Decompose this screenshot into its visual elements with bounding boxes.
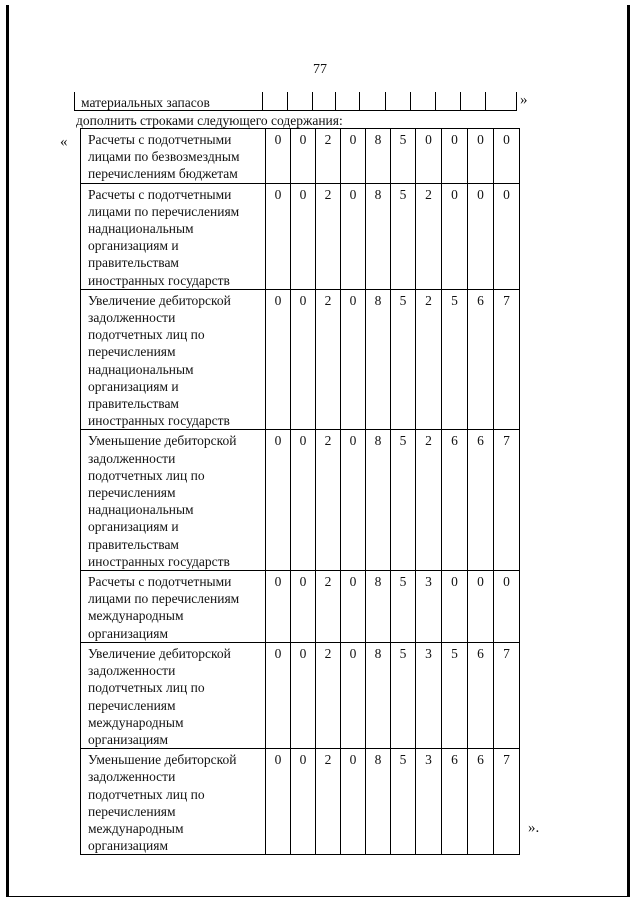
description-line: перечислениям xyxy=(88,344,176,360)
code-digit: 0 xyxy=(291,129,316,184)
code-digit: 0 xyxy=(266,642,291,748)
code-digit: 2 xyxy=(316,642,341,748)
code-digit: 6 xyxy=(468,430,494,571)
description-line: Уменьшение дебиторской xyxy=(88,752,237,768)
end-quote: ». xyxy=(528,820,540,836)
code-digit: 6 xyxy=(442,749,468,855)
description-line: правительствам xyxy=(88,396,179,412)
code-digit: 5 xyxy=(391,749,416,855)
code-digit: 2 xyxy=(316,749,341,855)
code-digit: 8 xyxy=(366,571,391,643)
code-digit: 2 xyxy=(316,571,341,643)
code-digit: 8 xyxy=(366,183,391,289)
description-line: организациям и xyxy=(88,238,179,254)
description-line: лицами по перечислениям xyxy=(88,591,240,607)
code-digit: 0 xyxy=(494,571,520,643)
code-digit: 0 xyxy=(442,129,468,184)
code-digit: 5 xyxy=(442,289,468,430)
code-digit: 0 xyxy=(468,571,494,643)
description-line: задолженности xyxy=(88,769,176,785)
code-digit: 0 xyxy=(341,571,366,643)
table-row xyxy=(81,289,520,430)
code-digit: 8 xyxy=(366,289,391,430)
code-digit: 0 xyxy=(468,183,494,289)
code-digit: 0 xyxy=(341,183,366,289)
code-digit: 5 xyxy=(391,183,416,289)
code-digit: 0 xyxy=(341,642,366,748)
code-digit: 8 xyxy=(366,749,391,855)
description-line: лицами по перечислениям xyxy=(88,203,240,219)
code-digit: 6 xyxy=(442,430,468,571)
code-digit: 0 xyxy=(291,571,316,643)
description-line: задолженности xyxy=(88,450,176,466)
table-row xyxy=(81,430,520,571)
row-description xyxy=(81,183,266,289)
code-digit: 2 xyxy=(416,183,442,289)
code-digit: 0 xyxy=(341,430,366,571)
continued-row-table xyxy=(74,92,517,111)
description-line: правительствам xyxy=(88,536,179,552)
description-line: международным xyxy=(88,820,184,836)
description-line: подотчетных лиц по xyxy=(88,327,205,343)
row-description xyxy=(81,430,266,571)
page-number: 77 xyxy=(313,62,327,77)
description-line: подотчетных лиц по xyxy=(88,680,205,696)
description-line: Расчеты с подотчетными xyxy=(88,574,232,590)
code-digit: 2 xyxy=(416,430,442,571)
description-line: организациям xyxy=(88,838,169,854)
closing-quote: » xyxy=(520,92,528,108)
code-digit: 5 xyxy=(391,571,416,643)
code-digit: 2 xyxy=(416,289,442,430)
description-line: наднациональным xyxy=(88,221,194,237)
code-digit: 3 xyxy=(416,749,442,855)
description-line: задолженности xyxy=(88,310,176,326)
description-line: правительствам xyxy=(88,255,179,271)
code-digit: 0 xyxy=(291,183,316,289)
description-line: Увеличение дебиторской xyxy=(88,292,231,308)
code-digit: 6 xyxy=(468,289,494,430)
code-digit: 8 xyxy=(366,642,391,748)
description-line: Уменьшение дебиторской xyxy=(88,433,237,449)
description-line: организациям и xyxy=(88,519,179,535)
row-description xyxy=(81,642,266,748)
code-digit: 0 xyxy=(341,749,366,855)
opening-quote: « xyxy=(60,134,68,150)
code-digit: 8 xyxy=(366,129,391,184)
code-digit: 0 xyxy=(266,430,291,571)
code-digit: 6 xyxy=(468,642,494,748)
code-digit: 5 xyxy=(391,289,416,430)
code-digit: 0 xyxy=(266,289,291,430)
code-digit: 7 xyxy=(494,642,520,748)
description-line: организациям и xyxy=(88,378,179,394)
code-digit: 0 xyxy=(291,289,316,430)
description-line: Увеличение дебиторской xyxy=(88,645,231,661)
code-digit: 0 xyxy=(341,289,366,430)
code-digit: 0 xyxy=(291,642,316,748)
description-line: перечислениям xyxy=(88,485,176,501)
continued-row-label: материальных запасов xyxy=(75,92,263,111)
code-digit: 5 xyxy=(391,430,416,571)
row-description xyxy=(81,749,266,855)
row-description xyxy=(81,571,266,643)
code-digit: 0 xyxy=(266,571,291,643)
code-digit: 2 xyxy=(316,430,341,571)
code-digit: 5 xyxy=(391,129,416,184)
code-digit: 0 xyxy=(442,183,468,289)
description-line: Расчеты с подотчетными xyxy=(88,132,232,147)
intro-text: дополнить строками следующего содержания: xyxy=(76,113,343,128)
code-digit: 7 xyxy=(494,430,520,571)
description-line: наднациональным xyxy=(88,361,194,377)
code-digit: 5 xyxy=(442,642,468,748)
description-line: лицами по безвозмездным xyxy=(88,149,240,165)
table-row xyxy=(81,749,520,855)
code-digit: 2 xyxy=(316,289,341,430)
table-row xyxy=(81,183,520,289)
description-line: перечислениям xyxy=(88,697,176,713)
code-digit: 0 xyxy=(266,749,291,855)
description-line: организациям xyxy=(88,625,169,641)
description-line: международным xyxy=(88,608,184,624)
continued-row xyxy=(75,92,517,111)
code-digit: 0 xyxy=(341,129,366,184)
description-line: Расчеты с подотчетными xyxy=(88,186,232,202)
code-digit: 8 xyxy=(366,430,391,571)
code-digit: 0 xyxy=(291,430,316,571)
code-digit: 0 xyxy=(494,183,520,289)
table-row xyxy=(81,129,520,184)
code-digit: 2 xyxy=(316,183,341,289)
description-line: подотчетных лиц по xyxy=(88,467,205,483)
code-digit: 3 xyxy=(416,571,442,643)
code-digit: 3 xyxy=(416,642,442,748)
description-line: иностранных государств xyxy=(88,272,230,288)
table-row xyxy=(81,642,520,748)
code-digit: 0 xyxy=(266,129,291,184)
description-line: организациям xyxy=(88,731,169,747)
code-digit: 6 xyxy=(468,749,494,855)
description-line: наднациональным xyxy=(88,502,194,518)
code-digit: 0 xyxy=(416,129,442,184)
code-digit: 0 xyxy=(266,183,291,289)
description-line: иностранных государств xyxy=(88,413,230,429)
description-line: международным xyxy=(88,714,184,730)
code-digit: 7 xyxy=(494,289,520,430)
description-line: перечислениям xyxy=(88,803,176,819)
code-digit: 7 xyxy=(494,749,520,855)
description-line: иностранных государств xyxy=(88,553,230,569)
code-digit: 0 xyxy=(291,749,316,855)
code-digit: 0 xyxy=(442,571,468,643)
row-description xyxy=(81,289,266,430)
code-digit: 0 xyxy=(494,129,520,184)
description-line: задолженности xyxy=(88,663,176,679)
description-line: перечислениям бюджетам xyxy=(88,166,238,182)
code-digit: 2 xyxy=(316,129,341,184)
code-digit: 5 xyxy=(391,642,416,748)
code-digit: 0 xyxy=(468,129,494,184)
row-description xyxy=(81,129,266,184)
table-row xyxy=(81,571,520,643)
accounts-table xyxy=(80,128,520,855)
description-line: подотчетных лиц по xyxy=(88,786,205,802)
